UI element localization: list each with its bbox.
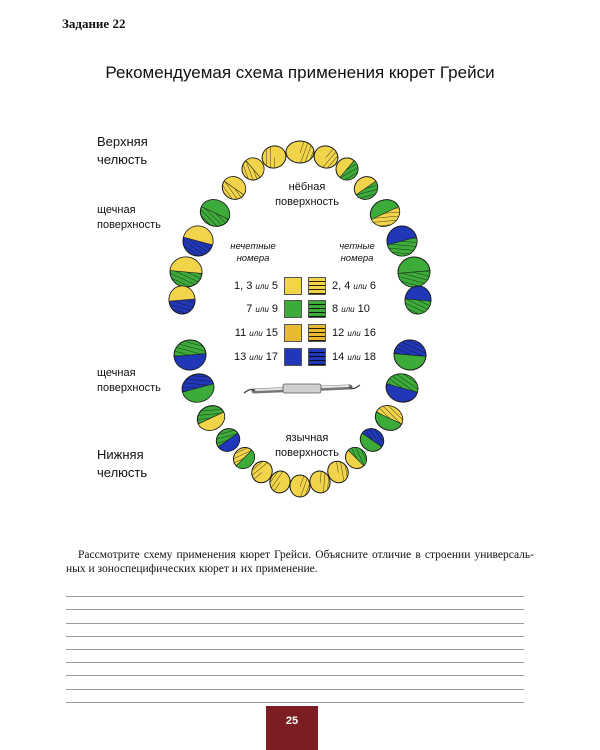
tooth <box>179 370 217 405</box>
tooth <box>286 141 314 163</box>
answer-line[interactable] <box>66 584 524 597</box>
palatal-label-1: нёбная <box>288 181 326 193</box>
lingual-label-1: язычная <box>285 432 329 444</box>
legend-swatch-hatched <box>308 277 326 295</box>
legend-swatch-plain <box>284 277 302 295</box>
lingual-label-2: поверхность <box>275 447 339 459</box>
answer-line[interactable] <box>66 637 524 650</box>
page-title: Рекомендуемая схема применения кюрет Грейси <box>105 63 495 82</box>
even-numbers-label-1: четные <box>339 241 375 252</box>
answer-lines[interactable] <box>66 584 524 703</box>
legend-swatch-plain <box>284 300 302 318</box>
tooth <box>168 285 196 315</box>
lower-jaw-label-2: челюсть <box>97 465 148 480</box>
even-numbers-label-2: номера <box>340 253 374 264</box>
odd-numbers-label-1: нечетные <box>230 241 276 252</box>
answer-line[interactable] <box>66 690 524 703</box>
answer-line[interactable] <box>66 663 524 676</box>
page-number: 25 <box>266 706 318 750</box>
legend-swatch-hatched <box>308 348 326 366</box>
legend-swatch-plain <box>284 348 302 366</box>
answer-line[interactable] <box>66 650 524 663</box>
tooth <box>404 285 432 315</box>
legend-swatch-plain <box>284 324 302 342</box>
upper-jaw-label-1: Верхняя <box>97 134 148 149</box>
legend-row: 7 или 9 8 или 10 <box>220 300 390 320</box>
curette-instrument-icon <box>244 384 360 393</box>
answer-line[interactable] <box>66 624 524 637</box>
tooth <box>173 339 207 372</box>
tooth <box>383 370 421 405</box>
legend-row: 1, 3 или 5 2, 4 или 6 <box>220 277 390 297</box>
odd-numbers-label-2: номера <box>236 253 270 264</box>
buccal-lower-label-1: щечная <box>97 367 136 379</box>
legend-row: 11 или 15 12 или 16 <box>220 324 390 344</box>
answer-line[interactable] <box>66 610 524 623</box>
tooth <box>196 195 234 231</box>
palatal-label-2: поверхность <box>275 196 339 208</box>
tooth <box>384 223 421 260</box>
legend-swatch-hatched <box>308 324 326 342</box>
lower-jaw-label-1: Нижняя <box>97 447 144 462</box>
task-text: Рассмотрите схему применения кюрет Грейси. Объясните отличие в строении универсаль-ных и зоноспецифических кюрет и их применение. <box>66 549 534 575</box>
buccal-upper-label-1: щечная <box>97 204 136 216</box>
tooth <box>169 256 203 289</box>
answer-line[interactable] <box>66 597 524 610</box>
task-label: Задание 22 <box>62 16 126 31</box>
legend-swatch-hatched <box>308 300 326 318</box>
tooth <box>397 256 431 289</box>
tooth <box>180 223 217 260</box>
answer-line[interactable] <box>66 676 524 689</box>
upper-jaw-label-2: челюсть <box>97 152 148 167</box>
legend-row: 13 или 17 14 или 18 <box>220 348 390 368</box>
tooth <box>290 475 310 497</box>
buccal-lower-label-2: поверхность <box>97 382 161 394</box>
buccal-upper-label-2: поверхность <box>97 219 161 231</box>
tooth <box>366 195 404 231</box>
tooth <box>393 339 427 372</box>
